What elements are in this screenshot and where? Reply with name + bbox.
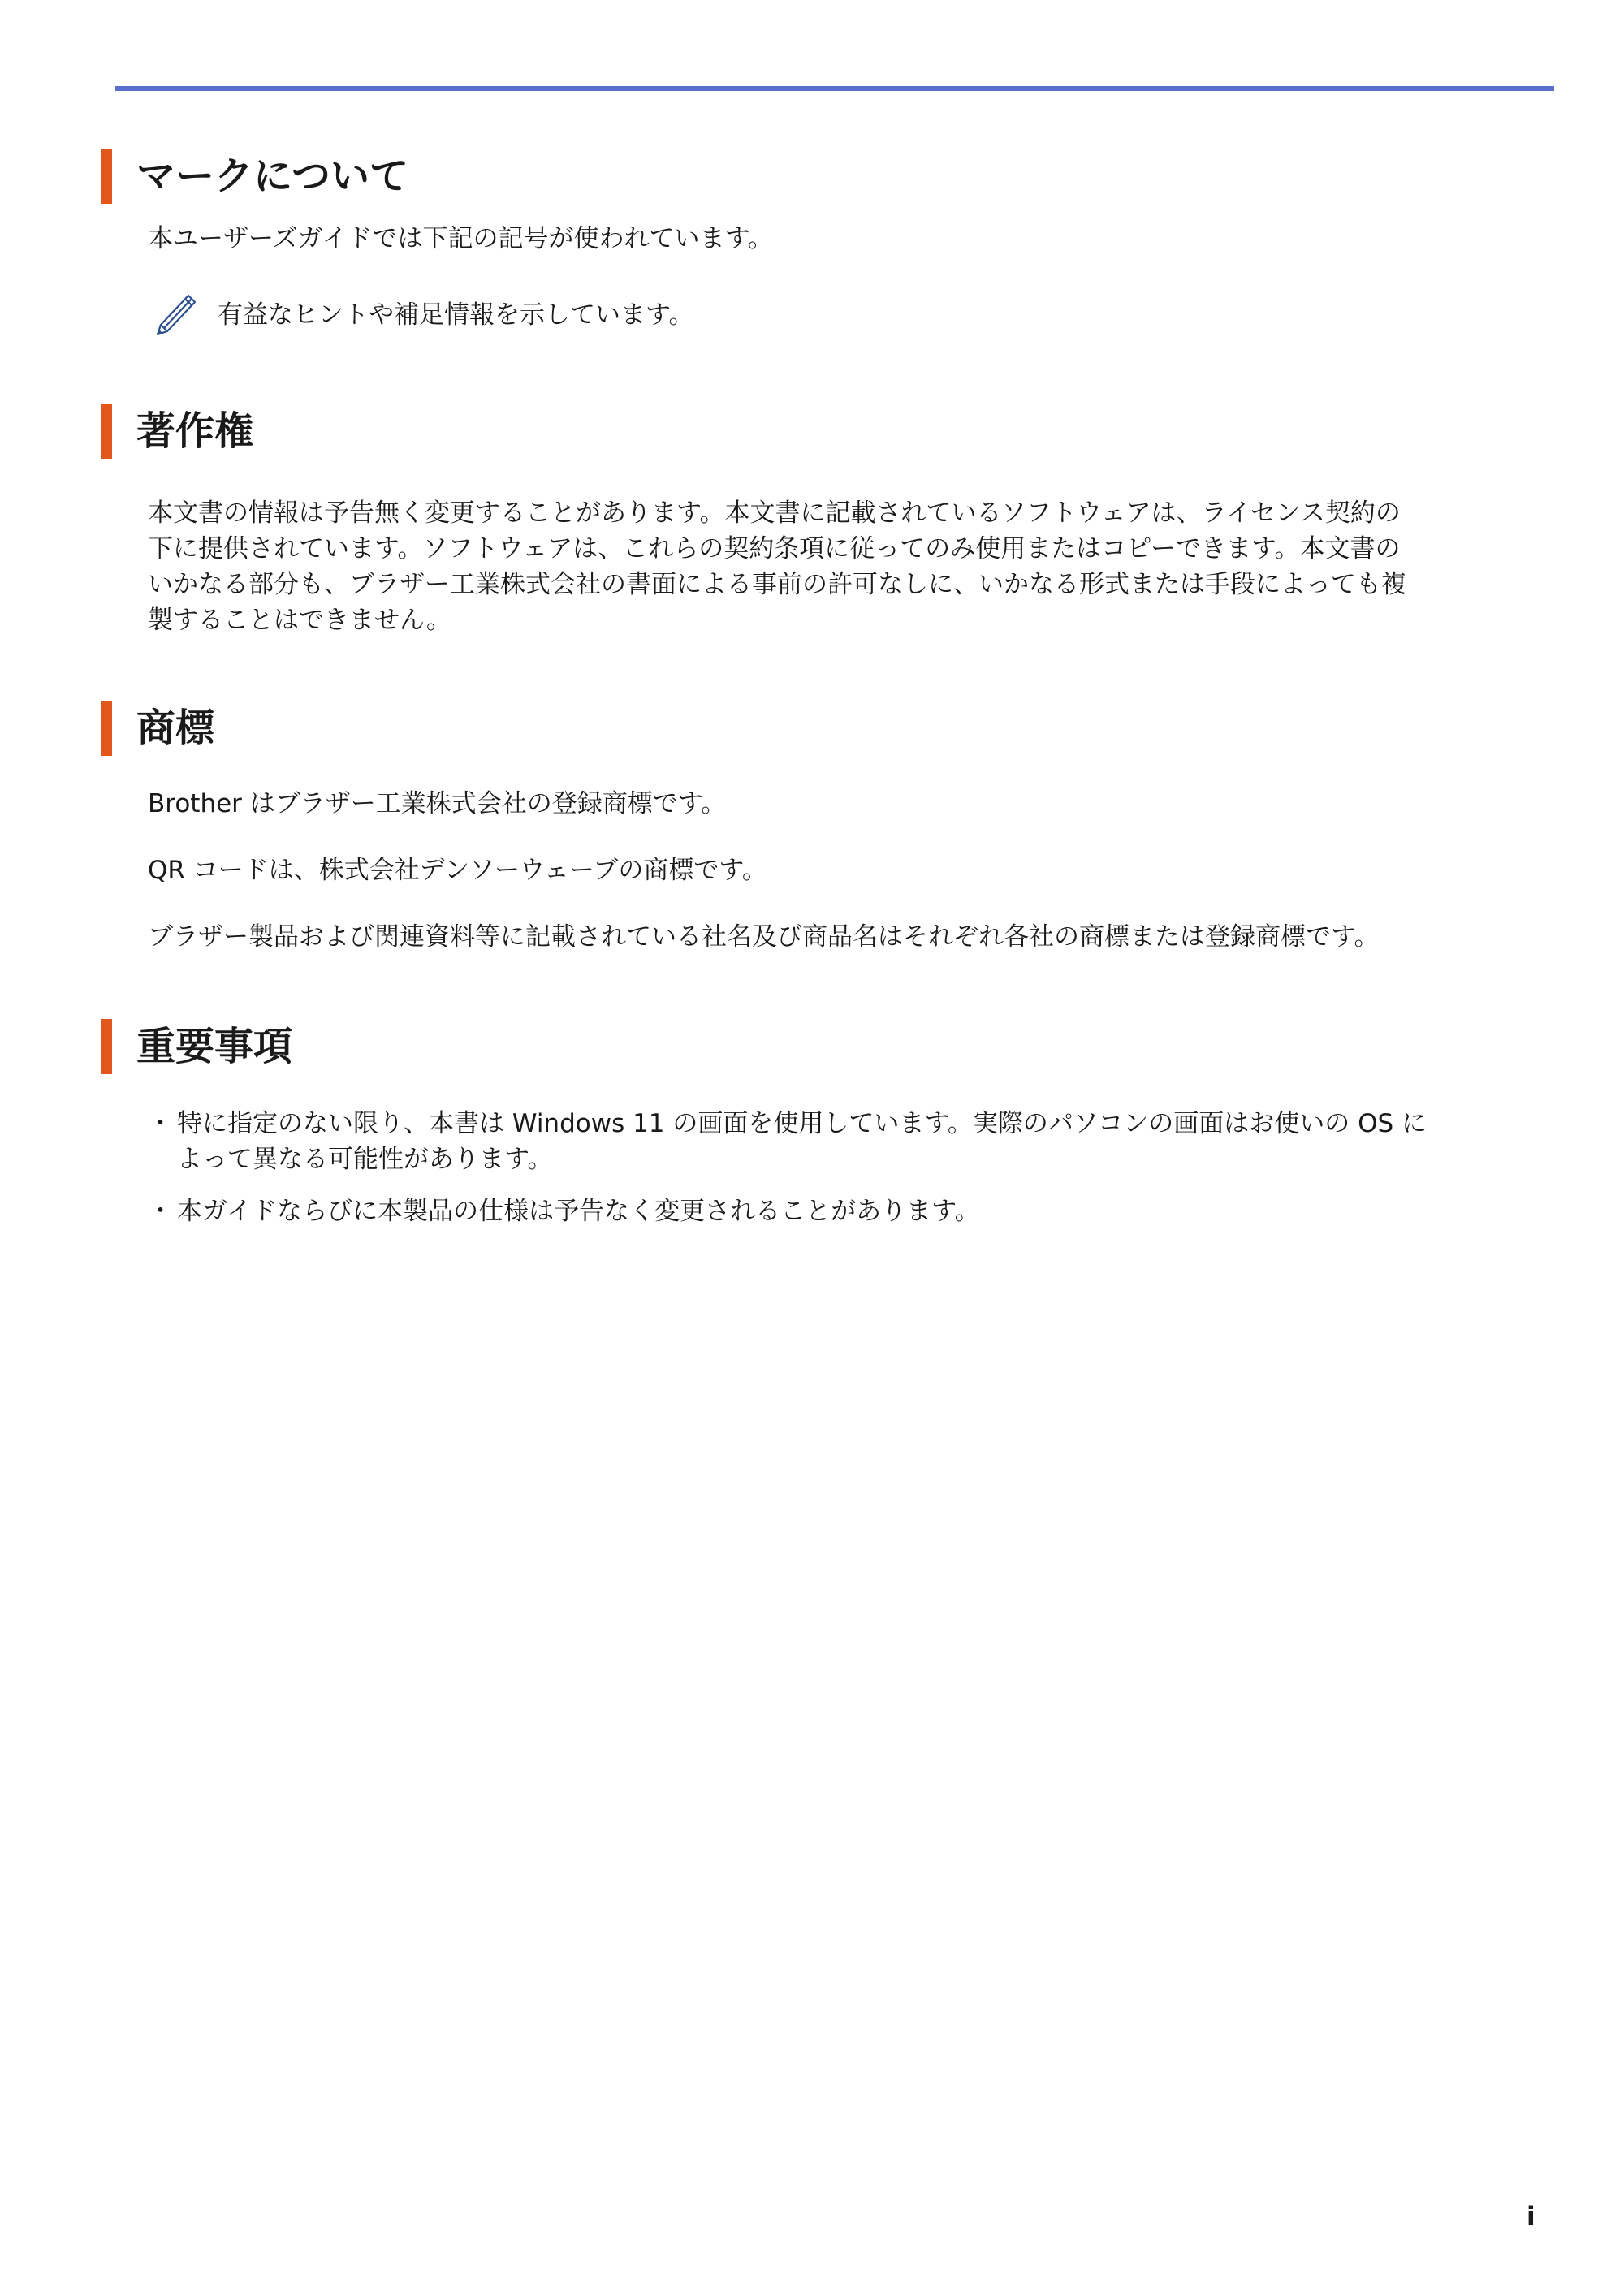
- list-item-line: よって異なる可能性があります。: [177, 1145, 553, 1174]
- section-heading-trademarks: [101, 700, 214, 757]
- heading-accent-bar: [101, 149, 112, 204]
- section-heading-copyright: [101, 403, 253, 460]
- heading-trademarks: 商標: [136, 706, 215, 751]
- heading-accent-bar: [101, 701, 112, 756]
- copyright-line: 下に提供されています。ソフトウェアは、これらの契約条項に従ってのみ使用またはコピーできます。本文書の: [148, 534, 1401, 563]
- pencil-icon: [153, 287, 200, 336]
- copyright-line: 本文書の情報は予告無く変更することがあります。本文書に記載されているソフトウェアは、ライセンス契約の: [148, 498, 1401, 528]
- note-text: 有益なヒントや補足情報を示しています。: [218, 300, 694, 330]
- bullet-marker: ・: [148, 1109, 173, 1138]
- list-item-line: 本ガイドならびに本製品の仕様は予告なく変更されることがあります。: [177, 1197, 980, 1226]
- list-item: [148, 1106, 1427, 1177]
- heading-copyright: 著作権: [136, 408, 254, 454]
- list-item-text: [177, 1106, 1427, 1177]
- list-item-text: [177, 1193, 980, 1229]
- copyright-line: いかなる部分も、ブラザー工業株式会社の書面による事前の許可なしに、いかなる形式または手段によっても複: [148, 570, 1406, 599]
- trademark-item: Brother はブラザー工業株式会社の登録商標です。: [148, 789, 727, 818]
- trademark-item: QR コードは、株式会社デンソーウェーブの商標です。: [148, 856, 767, 885]
- marks-intro: 本ユーザーズガイドでは下記の記号が使われています。: [148, 224, 774, 253]
- section-heading-important: [101, 1018, 292, 1075]
- list-item-line: 特に指定のない限り、本書は Windows 11 の画面を使用しています。実際のパソコンの画面はお使いの OS に: [177, 1109, 1427, 1138]
- section-heading-marks: [101, 148, 408, 205]
- list-item: [148, 1193, 980, 1229]
- trademark-item: ブラザー製品および関連資料等に記載されている社名及び商品名はそれぞれ各社の商標または登録商標です。: [148, 922, 1380, 952]
- heading-important: 重要事項: [136, 1024, 293, 1069]
- heading-accent-bar: [101, 404, 112, 459]
- note-row: [153, 287, 694, 336]
- copyright-line: 製することはできません。: [148, 606, 451, 635]
- heading-accent-bar: [101, 1019, 112, 1074]
- bullet-marker: ・: [148, 1197, 173, 1226]
- header-rule: [115, 86, 1554, 91]
- heading-marks: マークについて: [136, 153, 409, 199]
- page-number: i: [1527, 2202, 1535, 2231]
